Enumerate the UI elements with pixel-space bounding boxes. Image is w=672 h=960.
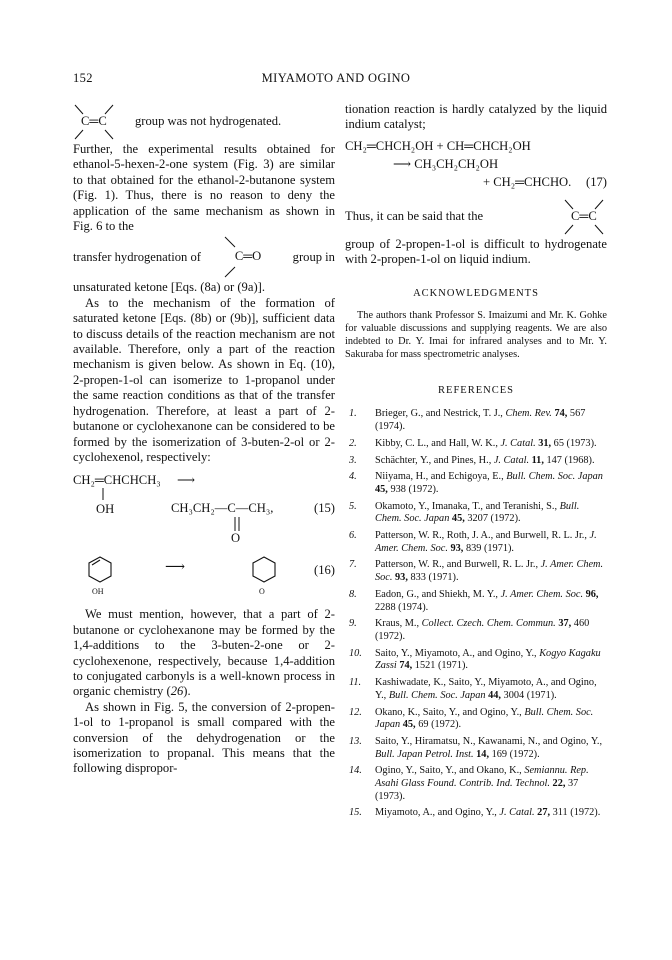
eq15-oh: OH: [96, 502, 115, 517]
reference-number: 8.: [349, 588, 357, 600]
reference-journal: J. Catal.: [493, 454, 530, 466]
reference-authors: Brieger, G., and Nestrick, T. J.,: [375, 408, 506, 420]
reference-volume: 37,: [555, 618, 572, 630]
cc-structure: [73, 102, 115, 142]
cc-structure: [563, 197, 605, 237]
reference-rest: 3207 (1972).: [464, 513, 521, 525]
co-group-line: [73, 234, 335, 280]
reference-authors: Kibby, C. L., and Hall, W. K.,: [375, 437, 501, 449]
co-label: C═O: [234, 249, 262, 264]
equation-15: [73, 473, 335, 547]
arrow-icon: ⟶: [177, 473, 196, 488]
eq16-number: (16): [314, 563, 335, 578]
eq15-product: CH₃CH₂—C—CH₃,: [171, 501, 274, 516]
reference-item: [345, 530, 607, 555]
reference-journal: J. Amer. Chem. Soc.: [375, 559, 604, 584]
cc-label: C═C: [81, 114, 107, 128]
reference-rest: 311 (1972).: [550, 807, 601, 819]
cc-label: C═C: [571, 208, 597, 223]
eq16-o: O: [259, 587, 265, 597]
reference-number: 4.: [349, 471, 357, 483]
reference-item: [345, 765, 607, 803]
reference-list: [345, 408, 607, 820]
reference-rest: 839 (1971).: [463, 542, 515, 554]
reference-rest: 3004 (1971).: [500, 689, 557, 701]
reference-volume: 93,: [392, 572, 408, 584]
reference-number: 2.: [349, 437, 357, 449]
p4-end: ).: [183, 684, 191, 699]
reference-number: 11.: [349, 677, 362, 689]
reference-journal: Semiannu. Rep. Asahi Glass Found. Contrib. Ind. Technol.: [375, 765, 589, 790]
paragraph: Further, the experimental results obtained for ethanol-5-hexen-2-one system (Fig. 3) are similar to that obtained for the ethanol-2-butanone system (Fig. 1). Thus, there is no reason to deny the application of the same mechanism as shown in Fig. 6 to the: [73, 142, 335, 234]
reference-authors: Okamoto, Y., Imanaka, T., and Teranishi, S.,: [375, 500, 560, 512]
paragraph: As shown in Fig. 5, the conversion of 2-propen-1-ol to 1-propanol is small compared with the conversion of the dehydrogenation or the isomerization to propanal. This means that the following dispropor-: [73, 699, 335, 776]
p1-tail: group was not hydrogenated.: [135, 114, 282, 129]
eq15-o: O: [231, 531, 241, 546]
reference-volume: 93,: [447, 542, 464, 554]
cc-group-line: [345, 197, 607, 237]
reference-item: [345, 707, 607, 732]
reference-number: 14.: [349, 765, 362, 777]
reference-authors: Patterson, W. R., and Burwell, R. L. Jr.,: [375, 559, 541, 571]
reference-item: [345, 455, 607, 468]
reference-number: 15.: [349, 807, 362, 819]
reference-journal: J. Catal.: [499, 807, 535, 819]
reference-authors: Kashiwadate, K., Saito, Y., Miyamoto, A., and Ogino, Y.,: [375, 677, 597, 701]
reference-rest: 833 (1971).: [407, 572, 459, 584]
p2-head: Thus, it can be said that the: [345, 209, 484, 224]
reference-journal: Bull. Chem. Soc. Japan: [506, 471, 603, 483]
reference-volume: 96,: [583, 588, 599, 600]
co-structure: [223, 234, 271, 280]
page-number: 152: [73, 71, 93, 85]
reference-number: 3.: [349, 454, 357, 466]
reference-number: 6.: [349, 530, 357, 542]
reference-journal: J. Amer. Chem. Soc.: [500, 588, 584, 600]
acknowledgments-heading: ACKNOWLEDGMENTS: [413, 287, 539, 299]
arrow-icon: ⟶: [165, 560, 186, 576]
references-heading: REFERENCES: [438, 385, 514, 397]
eq17-line1: CH₂═CHCH₂OH + CH═CHCH₂OH: [345, 138, 531, 153]
reference-journal: Bull. Chem. Soc. Japan: [388, 689, 486, 701]
reference-item: [345, 677, 607, 702]
paragraph: [73, 607, 335, 699]
reference-journal: Bull. Chem. Soc. Japan: [375, 706, 594, 731]
reference-journal: J. Catal.: [500, 437, 536, 449]
reference-journal: Collect. Czech. Chem. Commun.: [421, 618, 556, 630]
paragraph: unsaturated ketone [Eqs. (8a) or (9a)].: [73, 280, 265, 295]
reference-item: [345, 559, 607, 584]
reference-journal: Bull. Japan Petrol. Inst.: [375, 748, 474, 760]
cyclohexenol-icon: [87, 555, 113, 585]
reference-volume: 45,: [449, 513, 465, 525]
citation: 26: [170, 684, 184, 699]
reference-rest: 460 (1972).: [375, 618, 590, 642]
reference-authors: Saito, Y., Hiramatsu, N., Kawanami, N., and Ogino, Y.,: [375, 735, 603, 747]
right-column: [345, 102, 607, 824]
reference-number: 7.: [349, 559, 357, 571]
reference-authors: Miyamoto, A., and Ogino, Y.,: [375, 807, 500, 819]
reference-authors: Patterson, W. R., Roth, J. A., and Burwell, R. L. Jr.,: [375, 530, 590, 542]
reference-item: [345, 438, 607, 451]
reference-number: 1.: [349, 408, 357, 420]
reference-item: [345, 501, 607, 526]
reference-volume: 27,: [534, 807, 551, 819]
reference-item: [345, 648, 607, 673]
p4-text: We must mention, however, that a part of 2-butanone or cyclohexanone may be formed by the 1,4-additions to the 3-buten-2-one or 2-cyclohexenone, respectively, because 1,4-addition to conjugated carbonyls is a well-known process in organic chemistry (: [73, 607, 335, 699]
reference-rest: 169 (1972).: [489, 748, 540, 760]
paragraph: As to the mechanism of the formation of saturated ketone [Eqs. (8b) or (9b)], sufficient data to discuss details of the reaction mechanism are not available. Therefore, only a part of the reaction mechanism is given below. As shown in Eq. (10), 2-propen-1-ol can isomerize to 1-propanol under the same reaction conditions as that of the transfer hydrogenation. Therefore, at least a part of 2-butanone or cyclohexanone can be considered to be formed by the isomerization of 3-buten-2-ol or 2-cyclohexenol, respectively:: [73, 295, 335, 464]
paragraph: tionation reaction is hardly catalyzed by the liquid indium catalyst;: [345, 102, 607, 132]
paragraph: group of 2-propen-1-ol is difficult to hydrogenate with 2-propen-1-ol on liquid indium.: [345, 236, 607, 267]
reference-number: 10.: [349, 647, 362, 659]
cyclohexanone-icon: [251, 555, 277, 585]
reference-rest: 567 (1974).: [375, 408, 586, 433]
p2b-head: transfer hydrogenation of: [73, 249, 201, 264]
eq17-line2: ⟶ CH₃CH₂CH₂OH: [393, 156, 499, 171]
reference-authors: Saito, Y., Miyamoto, A., and Ogino, Y.,: [375, 647, 540, 659]
eq16-oh: OH: [92, 587, 104, 597]
running-title: MIYAMOTO AND OGINO: [261, 71, 411, 85]
reference-item: [345, 618, 607, 643]
reference-authors: Okano, K., Saito, Y., and Ogino, Y.,: [375, 706, 525, 718]
reference-rest: 37 (1973).: [375, 778, 579, 802]
reference-item: [345, 807, 607, 820]
reference-item: [345, 736, 607, 761]
reference-journal: Bull. Chem. Soc. Japan: [375, 500, 580, 525]
equation-16: [73, 551, 335, 607]
reference-authors: Kraus, M.,: [375, 618, 422, 630]
reference-volume: 45,: [400, 719, 416, 731]
left-column: [73, 102, 335, 777]
p2b-tail: group in: [292, 249, 335, 264]
reference-authors: Niiyama, H., and Echigoya, E.,: [375, 471, 507, 483]
reference-number: 13.: [349, 735, 362, 747]
reference-authors: Eadon, G., and Shiekh, M. Y.,: [375, 588, 501, 600]
equation-17: [345, 139, 607, 193]
reference-rest: 2288 (1974).: [375, 601, 429, 613]
reference-journal: J. Amer. Chem. Soc.: [375, 530, 597, 554]
reference-number: 9.: [349, 618, 357, 630]
acknowledgments-text: The authors thank Professor S. Imaizumi and Mr. K. Gohke for valuable discussions and supplying reagents. We are also indebted to Dr. Y. Imai for infrared analyses and to Mr. Y. Sakuraba for mass spectrometric analyses.: [345, 310, 607, 361]
reference-volume: 11,: [529, 454, 544, 466]
reference-volume: 44,: [485, 689, 501, 701]
reference-journal: Kogyo Kagaku Zassi: [375, 647, 601, 672]
reference-number: 5.: [349, 500, 357, 512]
eq17-number: (17): [586, 174, 607, 189]
eq17-line3: + CH₂═CHCHO.: [483, 174, 572, 189]
reference-volume: 74,: [396, 660, 413, 672]
reference-rest: 938 (1972).: [387, 483, 439, 495]
reference-volume: 22,: [549, 778, 566, 790]
reference-number: 12.: [349, 706, 362, 718]
eq15-number: (15): [314, 501, 335, 516]
eq15-reactant: CH₂═CHCHCH₃: [73, 473, 161, 488]
cc-group-line: [73, 102, 335, 142]
reference-volume: 14,: [473, 748, 490, 760]
reference-volume: 74,: [551, 408, 568, 420]
reference-authors: Schächter, Y., and Pines, H.,: [375, 454, 494, 466]
reference-item: [345, 408, 607, 433]
reference-rest: 65 (1973).: [551, 437, 597, 449]
reference-rest: 147 (1968).: [543, 454, 595, 466]
reference-rest: 69 (1972).: [415, 719, 462, 731]
reference-item: [345, 589, 607, 614]
reference-authors: Ogino, Y., Saito, Y., and Okano, K.,: [375, 765, 525, 777]
reference-volume: 31,: [535, 437, 552, 449]
reference-journal: Chem. Rev.: [505, 408, 552, 420]
reference-rest: 1521 (1971).: [412, 660, 468, 672]
reference-item: [345, 471, 607, 496]
reference-volume: 45,: [375, 483, 388, 495]
